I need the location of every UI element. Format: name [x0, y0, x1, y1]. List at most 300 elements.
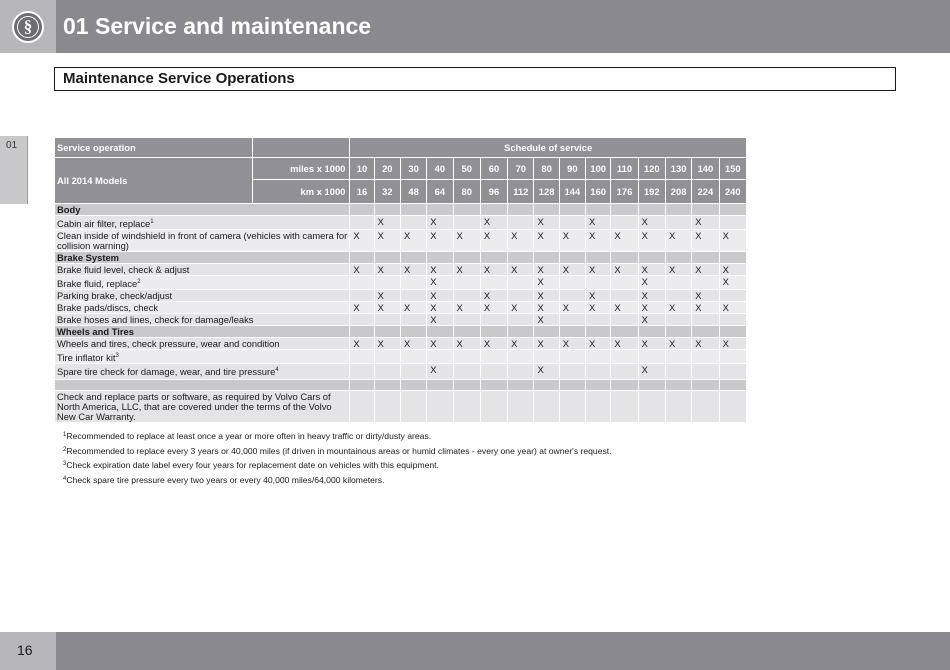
schedule-mark: X: [480, 290, 507, 302]
category-cell: [427, 326, 453, 338]
category-label: Brake System: [55, 252, 350, 264]
schedule-mark: [350, 364, 374, 380]
schedule-mark: [559, 391, 585, 423]
schedule-mark: [374, 276, 400, 290]
schedule-mark: [350, 314, 374, 326]
footnote-ref: 3: [115, 353, 119, 360]
category-cell: [374, 252, 400, 264]
schedule-mark: [719, 216, 746, 230]
footnote: [63, 430, 763, 441]
service-item-text: Spare tire check for damage, wear, and tire pressure: [57, 366, 276, 378]
schedule-mark: [611, 350, 638, 364]
service-item-row: [55, 264, 747, 276]
schedule-mark: X: [374, 216, 400, 230]
footnote-text: Check expiration date label every four years for replacement date on vehicles with this equipment.: [66, 460, 439, 471]
schedule-mark: [692, 391, 719, 423]
chapter-title: 01 Service and maintenance: [63, 13, 372, 39]
schedule-mark: X: [692, 216, 719, 230]
schedule-mark: [400, 216, 426, 230]
service-item-label: [55, 264, 350, 276]
spacer-cell: [374, 380, 400, 391]
schedule-mark: X: [453, 230, 480, 252]
schedule-mark: [534, 350, 559, 364]
schedule-mark: [665, 364, 691, 380]
spacer-cell: [586, 380, 611, 391]
schedule-mark: [508, 364, 534, 380]
schedule-mark: [719, 314, 746, 326]
schedule-mark: X: [586, 264, 611, 276]
schedule-mark: X: [508, 230, 534, 252]
section-symbol-glyph: §: [17, 16, 39, 38]
schedule-mark: [453, 216, 480, 230]
schedule-mark: X: [480, 216, 507, 230]
miles-value: 50: [453, 158, 480, 180]
category-cell: [586, 252, 611, 264]
service-item-text: Check and replace parts or software, as required by Volvo Cars of North America, LLC, that are covered under the terms of the Volvo New Car Warranty.: [57, 391, 332, 423]
schedule-mark: X: [534, 314, 559, 326]
header-logo-area: [0, 0, 56, 53]
service-item-row: [55, 338, 747, 350]
category-cell: [400, 204, 426, 216]
schedule-mark: X: [638, 264, 665, 276]
schedule-mark: [374, 314, 400, 326]
page-number: 16: [17, 642, 33, 658]
category-cell: [719, 326, 746, 338]
km-value: 64: [427, 180, 453, 204]
footnote-ref: 1: [150, 219, 154, 225]
category-cell: [480, 204, 507, 216]
schedule-mark: X: [534, 302, 559, 314]
schedule-mark: [350, 391, 374, 423]
schedule-mark: X: [350, 338, 374, 350]
miles-value: 20: [374, 158, 400, 180]
schedule-mark: X: [719, 276, 746, 290]
km-value: 16: [350, 180, 374, 204]
spacer-cell: [559, 380, 585, 391]
schedule-mark: [400, 391, 426, 423]
category-cell: [665, 204, 691, 216]
schedule-mark: X: [665, 264, 691, 276]
schedule-mark: X: [400, 264, 426, 276]
service-item-row: [55, 391, 747, 423]
schedule-mark: X: [692, 264, 719, 276]
schedule-mark: [692, 364, 719, 380]
schedule-mark: [611, 364, 638, 380]
service-item-label: [55, 302, 350, 314]
category-cell: [586, 326, 611, 338]
miles-value: 30: [400, 158, 426, 180]
schedule-mark: [427, 391, 453, 423]
km-value: 192: [638, 180, 665, 204]
schedule-mark: X: [534, 290, 559, 302]
spacer-cell: [508, 380, 534, 391]
footnote-text: Recommended to replace at least once a year or more often in heavy traffic or dirty/dusty areas.: [66, 431, 432, 441]
schedule-mark: [508, 276, 534, 290]
schedule-mark: [453, 364, 480, 380]
schedule-mark: [692, 350, 719, 364]
schedule-mark: [719, 364, 746, 380]
schedule-mark: [453, 276, 480, 290]
schedule-mark: X: [534, 264, 559, 276]
category-cell: [692, 204, 719, 216]
footer-bar: [0, 632, 950, 670]
schedule-mark: X: [350, 230, 374, 252]
schedule-mark: X: [453, 338, 480, 350]
km-value: 112: [508, 180, 534, 204]
miles-value: 80: [534, 158, 559, 180]
category-cell: [508, 326, 534, 338]
footnote-ref: 2: [137, 279, 141, 286]
footnote-text: Check spare tire pressure every two years or every 40,000 miles/64,000 kilometers.: [66, 474, 385, 485]
schedule-mark: [719, 391, 746, 423]
section-heading-box: [54, 67, 896, 91]
km-value: 160: [586, 180, 611, 204]
schedule-mark: X: [586, 216, 611, 230]
schedule-mark: X: [480, 264, 507, 276]
service-item-row: [55, 216, 747, 230]
service-item-label: [55, 216, 350, 230]
km-value: 128: [534, 180, 559, 204]
schedule-mark: [480, 276, 507, 290]
km-value: 176: [611, 180, 638, 204]
schedule-mark: X: [665, 302, 691, 314]
schedule-mark: [400, 290, 426, 302]
category-cell: [719, 204, 746, 216]
service-item-label: [55, 290, 350, 302]
schedule-mark: X: [374, 264, 400, 276]
service-item-label: [55, 364, 350, 380]
schedule-mark: X: [534, 364, 559, 380]
schedule-mark: [374, 364, 400, 380]
schedule-mark: X: [719, 302, 746, 314]
schedule-mark: [611, 290, 638, 302]
schedule-mark: X: [638, 290, 665, 302]
category-cell: [374, 204, 400, 216]
category-cell: [534, 252, 559, 264]
schedule-mark: [611, 391, 638, 423]
schedule-mark: X: [374, 290, 400, 302]
schedule-mark: X: [559, 302, 585, 314]
all-models-header: All 2014 Models: [55, 158, 253, 204]
schedule-mark: X: [427, 302, 453, 314]
schedule-mark: [480, 364, 507, 380]
category-label: Wheels and Tires: [55, 326, 350, 338]
schedule-mark: [453, 350, 480, 364]
footnote: [63, 445, 763, 456]
schedule-mark: X: [692, 290, 719, 302]
maintenance-schedule-table: [54, 137, 747, 423]
footnote-text: Recommended to replace every 3 years or 40,000 miles (if driven in mountainous areas or humid climates - every one year) at owner's request.: [66, 445, 612, 456]
category-cell: [453, 204, 480, 216]
km-label: km x 1000: [253, 180, 350, 204]
schedule-mark: X: [427, 364, 453, 380]
category-row: [55, 326, 747, 338]
category-cell: [534, 326, 559, 338]
service-item-label: [55, 230, 350, 252]
service-item-label: [55, 276, 350, 290]
section-title: Maintenance Service Operations: [63, 70, 295, 87]
miles-value: 110: [611, 158, 638, 180]
schedule-mark: X: [638, 338, 665, 350]
schedule-mark: [400, 314, 426, 326]
schedule-mark: [665, 276, 691, 290]
schedule-mark: X: [427, 264, 453, 276]
km-value: 240: [719, 180, 746, 204]
schedule-mark: [480, 350, 507, 364]
spacer-cell: [400, 380, 426, 391]
category-cell: [350, 252, 374, 264]
schedule-mark: [374, 350, 400, 364]
service-item-label: [55, 338, 350, 350]
category-cell: [427, 252, 453, 264]
schedule-mark: [453, 290, 480, 302]
schedule-mark: X: [374, 338, 400, 350]
schedule-mark: X: [427, 216, 453, 230]
schedule-of-service-header: Schedule of service: [350, 138, 747, 158]
schedule-mark: X: [534, 216, 559, 230]
category-cell: [638, 252, 665, 264]
spacer-cell: [480, 380, 507, 391]
schedule-mark: [638, 350, 665, 364]
schedule-mark: X: [453, 302, 480, 314]
miles-value: 120: [638, 158, 665, 180]
footnote: [63, 459, 763, 470]
miles-row: [55, 158, 747, 180]
service-item-text: Tire inflator kit: [57, 352, 116, 364]
category-cell: [611, 204, 638, 216]
schedule-mark: [586, 364, 611, 380]
miles-value: 60: [480, 158, 507, 180]
schedule-mark: X: [665, 338, 691, 350]
schedule-mark: X: [559, 230, 585, 252]
schedule-mark: [611, 276, 638, 290]
category-cell: [374, 326, 400, 338]
section-symbol-icon: [12, 11, 44, 43]
spacer-cell: [55, 380, 350, 391]
service-item-row: [55, 290, 747, 302]
schedule-mark: X: [586, 230, 611, 252]
schedule-mark: [586, 276, 611, 290]
km-value: 96: [480, 180, 507, 204]
category-cell: [427, 204, 453, 216]
schedule-mark: [374, 391, 400, 423]
schedule-mark: X: [692, 302, 719, 314]
schedule-mark: X: [350, 264, 374, 276]
schedule-mark: X: [534, 276, 559, 290]
schedule-mark: [427, 350, 453, 364]
category-cell: [559, 326, 585, 338]
schedule-mark: [611, 216, 638, 230]
schedule-mark: [559, 216, 585, 230]
category-cell: [611, 252, 638, 264]
service-operation-header: Service operation: [55, 138, 253, 158]
schedule-mark: X: [508, 264, 534, 276]
km-value: 48: [400, 180, 426, 204]
schedule-mark: X: [508, 338, 534, 350]
header-spacer: [253, 138, 350, 158]
schedule-mark: X: [400, 230, 426, 252]
schedule-mark: [350, 216, 374, 230]
category-cell: [480, 326, 507, 338]
schedule-mark: [508, 391, 534, 423]
spacer-row: [55, 380, 747, 391]
service-item-text: Parking brake, check/adjust: [57, 290, 173, 302]
schedule-mark: [480, 314, 507, 326]
schedule-mark: X: [719, 230, 746, 252]
spacer-cell: [638, 380, 665, 391]
spacer-cell: [665, 380, 691, 391]
footnote: [63, 474, 763, 485]
service-item-row: [55, 350, 747, 364]
category-row: [55, 252, 747, 264]
footnote-number: 3: [63, 461, 67, 468]
category-cell: [692, 326, 719, 338]
service-item-label: [55, 314, 350, 326]
schedule-mark: X: [586, 302, 611, 314]
schedule-mark: [665, 216, 691, 230]
service-item-label: [55, 391, 350, 423]
schedule-mark: [559, 364, 585, 380]
schedule-mark: [480, 391, 507, 423]
miles-value: 40: [427, 158, 453, 180]
schedule-mark: X: [611, 230, 638, 252]
schedule-mark: X: [350, 302, 374, 314]
schedule-mark: X: [692, 230, 719, 252]
schedule-mark: X: [692, 338, 719, 350]
category-cell: [586, 204, 611, 216]
miles-value: 150: [719, 158, 746, 180]
schedule-mark: [638, 391, 665, 423]
category-cell: [508, 204, 534, 216]
km-value: 208: [665, 180, 691, 204]
schedule-mark: X: [719, 264, 746, 276]
service-item-text: Wheels and tires, check pressure, wear and condition: [57, 338, 280, 350]
km-value: 32: [374, 180, 400, 204]
schedule-mark: X: [638, 302, 665, 314]
footnote-number: 2: [63, 446, 67, 453]
header-row: [55, 138, 747, 158]
schedule-mark: X: [374, 230, 400, 252]
schedule-mark: [508, 350, 534, 364]
service-item-row: [55, 314, 747, 326]
category-cell: [400, 326, 426, 338]
schedule-mark: [559, 290, 585, 302]
category-cell: [453, 326, 480, 338]
miles-value: 140: [692, 158, 719, 180]
miles-value: 100: [586, 158, 611, 180]
service-item-label: [55, 350, 350, 364]
miles-value: 90: [559, 158, 585, 180]
category-cell: [350, 326, 374, 338]
category-cell: [611, 326, 638, 338]
schedule-mark: [350, 276, 374, 290]
footnote-ref: 4: [275, 367, 279, 374]
schedule-mark: X: [508, 302, 534, 314]
category-cell: [400, 252, 426, 264]
schedule-mark: [453, 314, 480, 326]
schedule-mark: [559, 314, 585, 326]
category-cell: [665, 252, 691, 264]
schedule-mark: X: [611, 338, 638, 350]
schedule-mark: X: [559, 264, 585, 276]
schedule-mark: X: [719, 338, 746, 350]
miles-value: 10: [350, 158, 374, 180]
category-cell: [480, 252, 507, 264]
service-item-text: Brake fluid, replace: [57, 278, 138, 290]
schedule-mark: [586, 314, 611, 326]
schedule-mark: X: [559, 338, 585, 350]
spacer-cell: [611, 380, 638, 391]
schedule-mark: X: [586, 338, 611, 350]
schedule-mark: [665, 314, 691, 326]
schedule-mark: X: [611, 302, 638, 314]
service-item-text: Brake pads/discs, check: [57, 302, 159, 314]
footnote-number: 1: [63, 432, 67, 438]
schedule-mark: X: [480, 338, 507, 350]
miles-label: miles x 1000: [253, 158, 350, 180]
category-cell: [559, 252, 585, 264]
schedule-mark: X: [638, 314, 665, 326]
km-value: 144: [559, 180, 585, 204]
schedule-mark: [508, 314, 534, 326]
schedule-mark: X: [638, 216, 665, 230]
schedule-mark: X: [586, 290, 611, 302]
chapter-side-tab-label: 01: [6, 140, 18, 151]
schedule-mark: X: [427, 338, 453, 350]
category-cell: [350, 204, 374, 216]
schedule-mark: X: [427, 230, 453, 252]
schedule-mark: [559, 276, 585, 290]
service-item-row: [55, 230, 747, 252]
miles-value: 130: [665, 158, 691, 180]
chapter-side-tab[interactable]: [0, 136, 28, 204]
service-item-text: Clean inside of windshield in front of camera (vehicles with camera for collision warning): [57, 230, 348, 252]
schedule-mark: X: [534, 338, 559, 350]
schedule-mark: X: [638, 230, 665, 252]
schedule-mark: [508, 290, 534, 302]
service-item-row: [55, 302, 747, 314]
schedule-mark: X: [534, 230, 559, 252]
schedule-mark: [692, 314, 719, 326]
category-row: [55, 204, 747, 216]
schedule-mark: [611, 314, 638, 326]
schedule-mark: [453, 391, 480, 423]
service-item-text: Brake hoses and lines, check for damage/leaks: [57, 314, 254, 326]
schedule-mark: [665, 391, 691, 423]
schedule-mark: [559, 350, 585, 364]
service-item-text: Cabin air filter, replace: [57, 218, 151, 230]
schedule-mark: X: [480, 230, 507, 252]
spacer-cell: [427, 380, 453, 391]
km-value: 80: [453, 180, 480, 204]
service-item-row: [55, 364, 747, 380]
category-cell: [638, 204, 665, 216]
category-label: Body: [55, 204, 350, 216]
schedule-mark: [665, 350, 691, 364]
service-item-row: [55, 276, 747, 290]
schedule-mark: [400, 350, 426, 364]
schedule-mark: X: [480, 302, 507, 314]
schedule-mark: X: [427, 290, 453, 302]
km-value: 224: [692, 180, 719, 204]
spacer-cell: [350, 380, 374, 391]
schedule-mark: [508, 216, 534, 230]
schedule-mark: X: [638, 364, 665, 380]
category-cell: [508, 252, 534, 264]
schedule-mark: [719, 290, 746, 302]
schedule-mark: [534, 391, 559, 423]
spacer-cell: [692, 380, 719, 391]
